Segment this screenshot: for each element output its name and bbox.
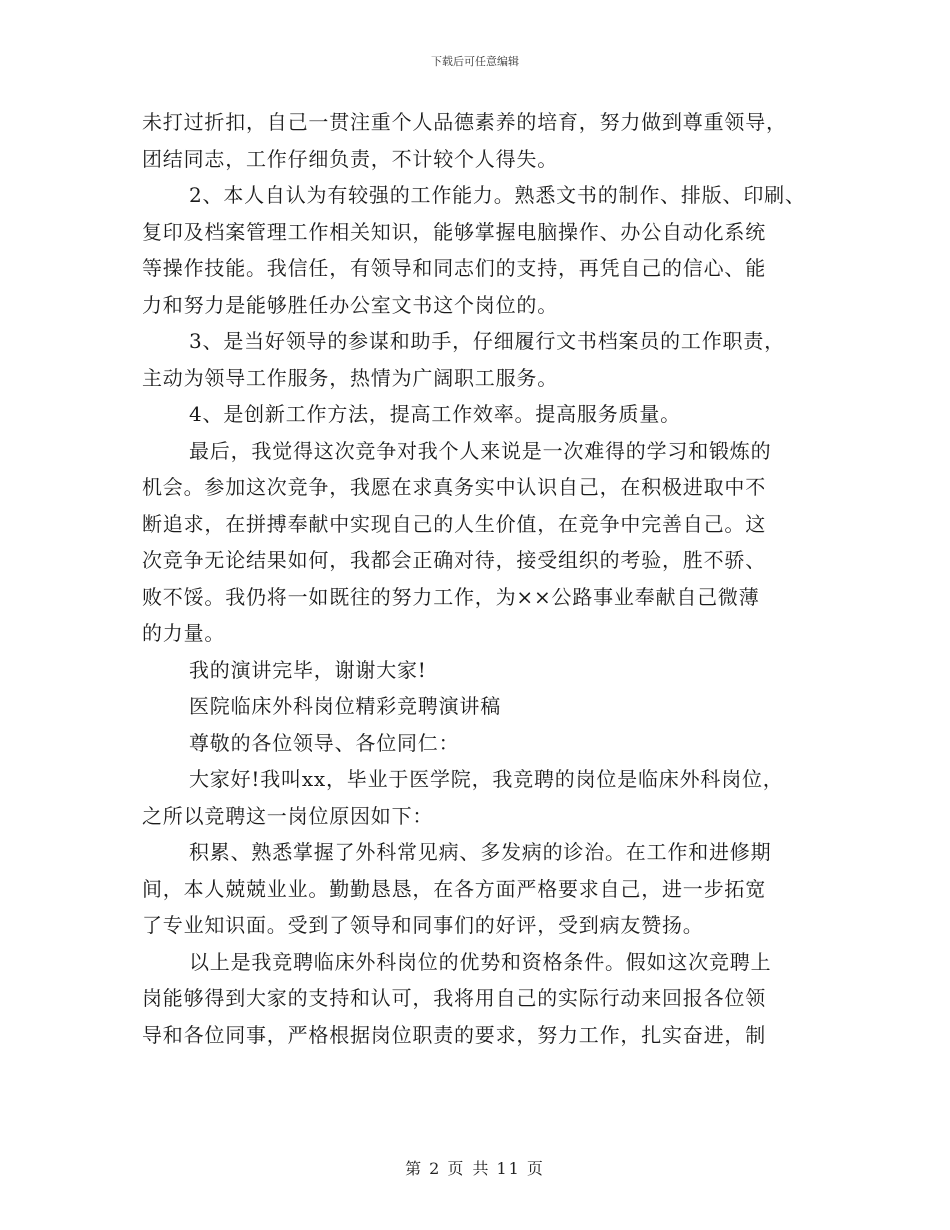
text-line: 岗能够得到大家的支持和认可，我将用自己的实际行动来回报各位领 — [142, 986, 766, 1010]
text-line: 团结同志，工作仔细负责，不计较个人得失。 — [142, 146, 558, 171]
text-line: 医院临床外科岗位精彩竞聘演讲稿 — [189, 694, 501, 718]
text-line: 断追求，在拼搏奉献中实现自己的人生价值，在竞争中完善自己。这 — [142, 511, 766, 536]
text-line: 主动为领导工作服务，热情为广阔职工服务。 — [142, 365, 558, 390]
text-line: 导和各位同事，严格根据岗位职责的要求，努力工作，扎实奋进，制 — [142, 1022, 766, 1047]
text-line: 4、是创新工作方法，提高工作效率。提高服务质量。 — [189, 402, 681, 426]
page-header: 下载后可任意编辑 — [431, 55, 519, 68]
text-line: 以上是我竞聘临床外科岗位的优势和资格条件。假如这次竞聘上 — [189, 949, 772, 974]
text-line: 机会。参加这次竞争，我愿在求真务实中认识自己，在积极进取中不 — [142, 475, 766, 499]
text-line: 了专业知识面。受到了领导和同事们的好评，受到病友赞扬。 — [142, 913, 704, 937]
text-line: 尊敬的各位领导、各位同仁： — [189, 730, 460, 755]
page-footer — [0, 1156, 950, 1179]
text-line: 我的演讲完毕，谢谢大家! — [189, 657, 427, 682]
text-line: 等操作技能。我信任，有领导和同志们的支持，再凭自己的信心、能 — [142, 256, 766, 280]
text-line: 积累、熟悉掌握了外科常见病、多发病的诊治。在工作和进修期 — [189, 840, 772, 864]
text-line: 之所以竞聘这一岗位原因如下： — [142, 803, 434, 828]
text-line: 复印及档案管理工作相关知识，能够掌握电脑操作、办公自动化系统 — [142, 219, 766, 244]
text-line: 2、本人自认为有较强的工作能力。熟悉文书的制作、排版、印刷、 — [189, 183, 806, 207]
text-line: 间，本人兢兢业业。勤勤恳恳，在各方面严格要求自己，进一步拓宽 — [142, 876, 766, 901]
text-line: 的力量。 — [142, 621, 226, 645]
text-line: 大家好!我叫xx，毕业于医学院，我竞聘的岗位是临床外科岗位， — [189, 767, 784, 791]
footer-middle: 页 共 — [447, 1159, 491, 1178]
text-line: 力和努力是能够胜任办公室文书这个岗位的。 — [142, 292, 558, 317]
footer-suffix: 页 — [526, 1159, 545, 1178]
text-line: 未打过折扣，自己一贯注重个人品德素养的培育，努力做到尊重领导， — [142, 110, 787, 134]
footer-prefix: 第 — [405, 1159, 424, 1178]
text-line: 3、是当好领导的参谋和助手，仔细履行文书档案员的工作职责， — [189, 329, 785, 353]
footer-page-number: 2 — [429, 1159, 442, 1178]
footer-total-pages: 11 — [496, 1159, 521, 1178]
text-line: 次竞争无论结果如何，我都会正确对待，接受组织的考验，胜不骄、 — [142, 548, 766, 572]
body-text — [142, 104, 822, 1053]
text-line: 最后，我觉得这次竞争对我个人来说是一次难得的学习和锻炼的 — [189, 438, 772, 463]
text-line: 败不馁。我仍将一如既往的努力工作，为××公路事业奉献自己微薄 — [142, 584, 760, 609]
